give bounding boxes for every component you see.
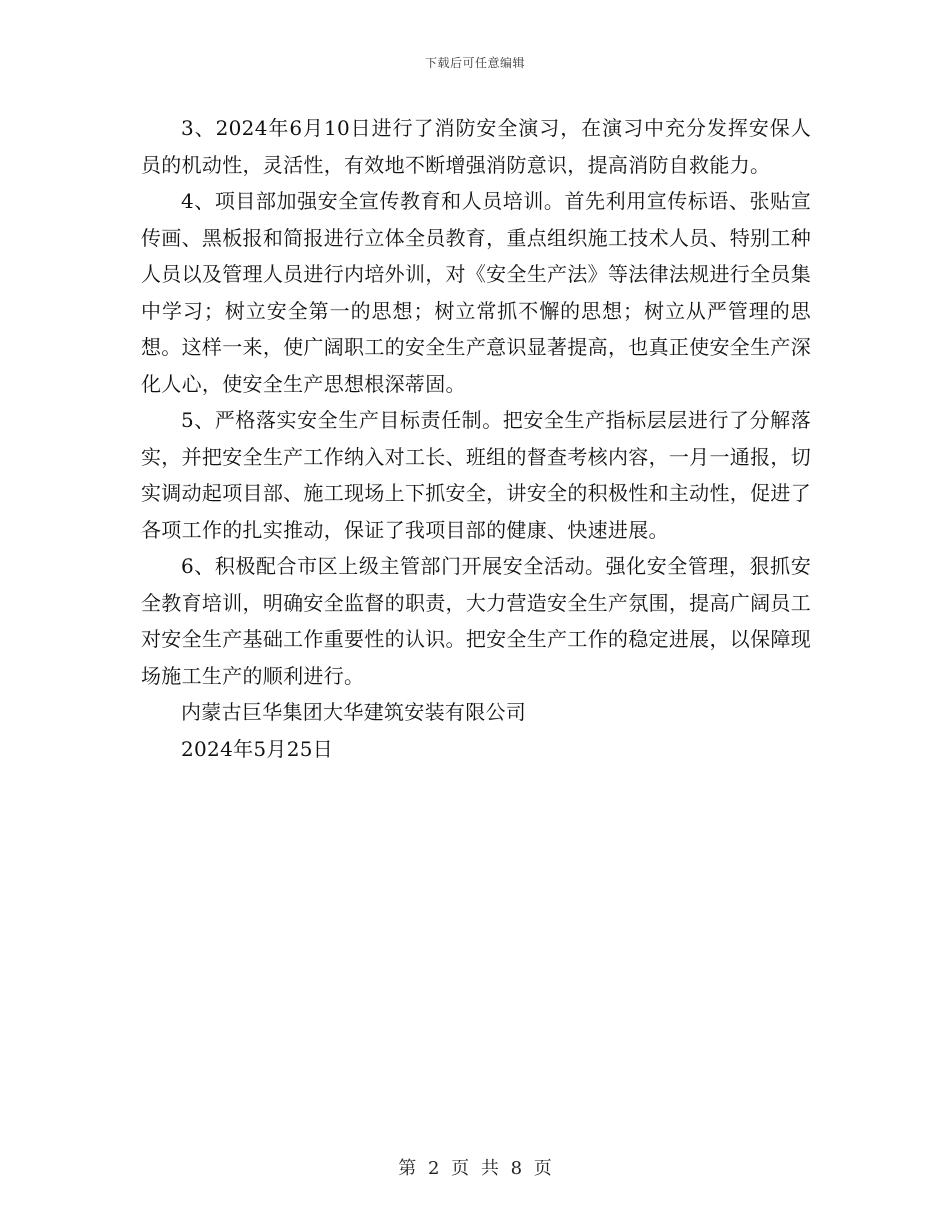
document-body (141, 110, 811, 767)
paragraph-item-6: 6、积极配合市区上级主管部门开展安全活动。强化安全管理，狠抓安全教育培训，明确安全监督的职责，大力营造安全生产氛围，提高广阔员工对安全生产基础工作重要性的认识。把安全生产工作的稳定进展，以保障现场施工生产的顺利进行。 (141, 554, 811, 688)
signature-company: 内蒙古巨华集团大华建筑安装有限公司 (181, 700, 527, 724)
paragraph-item-3: 3、2024年6月10日进行了消防安全演习，在演习中充分发挥安保人员的机动性，灵活性，有效地不断增强消防意识，提高消防自救能力。 (141, 116, 811, 177)
page-number: 第 2 页 共 8 页 (398, 1158, 552, 1179)
signature-date: 2024年5月25日 (181, 736, 334, 761)
paragraph-item-4: 4、项目部加强安全宣传教育和人员培训。首先利用宣传标语、张贴宣传画、黑板报和简报进行立体全员教育，重点组织施工技术人员、特别工种人员以及管理人员进行内培外训，对《安全生产法》等法律法规进行全员集中学习；树立安全第一的思想；树立常抓不懈的思想；树立从严管理的思想。这样一来，使广阔职工的安全生产意识显著提高，也真正使安全生产深化人心，使安全生产思想根深蒂固。 (141, 189, 811, 396)
paragraph-item-5: 5、严格落实安全生产目标责任制。把安全生产指标层层进行了分解落实，并把安全生产工作纳入对工长、班组的督查考核内容，一月一通报，切实调动起项目部、施工现场上下抓安全，讲安全的积极性和主动性，促进了各项工作的扎实推动，保证了我项目部的健康、快速进展。 (141, 408, 811, 542)
page-header: 下载后可任意编辑 (424, 56, 525, 70)
